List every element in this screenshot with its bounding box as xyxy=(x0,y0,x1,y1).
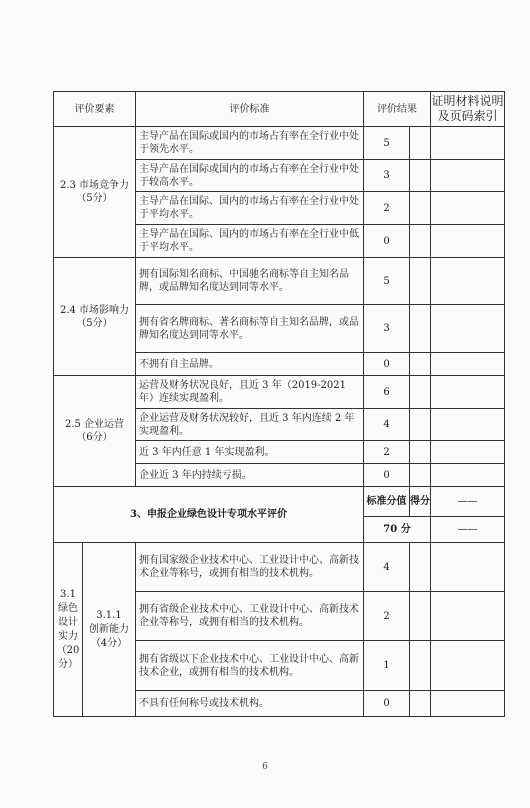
table-header-row xyxy=(54,92,505,127)
criterion-cell: 企业运营及财务状况较好，且近 3 年内连续 2 年实现盈利。 xyxy=(136,409,364,441)
standard-label: 标准分值 xyxy=(364,487,410,517)
evidence-cell xyxy=(431,441,505,464)
score-cell: 0 xyxy=(364,353,410,376)
table-row xyxy=(54,543,505,592)
table-row xyxy=(54,258,505,305)
factor-2-4 xyxy=(54,258,136,376)
criterion-cell: 不具有任何称号或技术机构。 xyxy=(136,691,364,717)
evidence-dash: —— xyxy=(431,487,505,517)
header-standard: 评价标准 xyxy=(136,92,364,127)
header-evidence xyxy=(431,92,505,127)
evidence-cell xyxy=(431,127,505,160)
evidence-cell xyxy=(431,225,505,258)
factor-points: （6分） xyxy=(76,432,113,443)
result-cell xyxy=(410,409,431,441)
criterion-cell: 拥有国家级企业技术中心、工业设计中心、高新技术企业等称号，或拥有相当的技术机构。 xyxy=(136,543,364,592)
evidence-cell xyxy=(431,592,505,641)
score-cell: 3 xyxy=(364,305,410,353)
criterion-cell: 主导产品在国际或国内的市场占有率在全行业中处于较高水平。 xyxy=(136,160,364,192)
factor-3-1 xyxy=(54,543,83,717)
criterion-cell: 主导产品在国际或国内的市场占有率在全行业中处于领先水平。 xyxy=(136,127,364,160)
criterion-cell: 运营及财务状况良好，且近 3 年（2019-2021 年）连续实现盈利。 xyxy=(136,376,364,409)
factor-2-5 xyxy=(54,376,136,487)
result-cell xyxy=(410,464,431,487)
subfactor-3-1-1 xyxy=(83,543,136,717)
score-cell: 2 xyxy=(364,192,410,225)
result-cell xyxy=(410,592,431,641)
result-cell xyxy=(410,543,431,592)
page-number: 6 xyxy=(262,762,268,772)
score-cell: 5 xyxy=(364,127,410,160)
section-total: 70 分 xyxy=(364,517,431,543)
score-cell: 0 xyxy=(364,464,410,487)
factor-points: （20分） xyxy=(56,644,80,670)
criterion-cell: 主导产品在国际、国内的市场占有率在全行业中处于平均水平。 xyxy=(136,192,364,225)
score-cell: 2 xyxy=(364,592,410,641)
evidence-cell xyxy=(431,160,505,192)
scan-mark xyxy=(270,4,310,12)
evaluation-table xyxy=(53,91,505,717)
factor-name-line2: 设计实力 xyxy=(58,616,78,642)
result-cell xyxy=(410,441,431,464)
header-result: 评价结果 xyxy=(364,92,431,127)
criterion-cell: 不拥有自主品牌。 xyxy=(136,353,364,376)
factor-2-3 xyxy=(54,127,136,258)
evidence-cell xyxy=(431,641,505,691)
score-cell: 0 xyxy=(364,225,410,258)
score-label xyxy=(410,487,431,517)
evidence-cell xyxy=(431,409,505,441)
factor-points: （5分） xyxy=(76,193,113,204)
subfactor-name: 创新能力 xyxy=(89,623,129,635)
criterion-cell: 企业近 3 年内持续亏损。 xyxy=(136,464,364,487)
result-cell xyxy=(410,127,431,160)
criterion-cell: 拥有省名牌商标、著名商标等自主知名品牌，或品牌知名度达到同等水平。 xyxy=(136,305,364,353)
factor-points: （5分） xyxy=(76,317,113,329)
evidence-cell xyxy=(431,543,505,592)
evidence-cell xyxy=(431,258,505,305)
table-row xyxy=(54,376,505,409)
evidence-cell xyxy=(431,691,505,717)
score-label-text: 得分 xyxy=(410,495,430,507)
criterion-cell: 拥有省级以下企业技术中心、工业设计中心、高新技术企业，或拥有相当的技术机构。 xyxy=(136,641,364,691)
score-cell: 5 xyxy=(364,258,410,305)
factor-name-line1: 3.1 绿色 xyxy=(58,588,78,614)
table-row xyxy=(54,127,505,160)
evidence-dash: —— xyxy=(431,517,505,543)
result-cell xyxy=(410,691,431,717)
score-cell: 3 xyxy=(364,160,410,192)
score-cell: 4 xyxy=(364,543,410,592)
result-cell xyxy=(410,225,431,258)
header-evidence-line1: 证明材料说明 xyxy=(431,94,504,108)
score-cell: 1 xyxy=(364,641,410,691)
score-cell: 6 xyxy=(364,376,410,409)
header-evidence-line2: 及页码索引 xyxy=(437,109,498,123)
evidence-cell xyxy=(431,305,505,353)
subfactor-points: （4分） xyxy=(90,637,128,649)
evidence-cell xyxy=(431,192,505,225)
score-cell: 0 xyxy=(364,691,410,717)
score-cell: 4 xyxy=(364,409,410,441)
result-cell xyxy=(410,258,431,305)
header-factor: 评价要素 xyxy=(54,92,136,127)
section-row xyxy=(54,487,505,517)
result-cell xyxy=(410,192,431,225)
criterion-cell: 主导产品在国际、国内的市场占有率在全行业中低于平均水平。 xyxy=(136,225,364,258)
result-cell xyxy=(410,641,431,691)
subfactor-code: 3.1.1 xyxy=(96,609,122,621)
factor-name: 2.5 企业运营 xyxy=(64,419,125,430)
criterion-cell: 拥有国际知名商标、中国驰名商标等自主知名品牌，或品牌知名度达到同等水平。 xyxy=(136,258,364,305)
criterion-cell: 拥有省级企业技术中心、工业设计中心、高新技术企业等称号，或拥有相当的技术机构。 xyxy=(136,592,364,641)
section-title: 3、申报企业绿色设计专项水平评价 xyxy=(54,487,364,543)
factor-name: 2.4 市场影响力 xyxy=(59,304,130,316)
score-cell: 2 xyxy=(364,441,410,464)
result-cell xyxy=(410,160,431,192)
criterion-cell: 近 3 年内任意 1 年实现盈利。 xyxy=(136,441,364,464)
evidence-cell xyxy=(431,353,505,376)
evidence-cell xyxy=(431,464,505,487)
evidence-cell xyxy=(431,376,505,409)
factor-name: 2.3 市场竞争力 xyxy=(59,180,130,191)
result-cell xyxy=(410,305,431,353)
result-cell xyxy=(410,353,431,376)
result-cell xyxy=(410,376,431,409)
